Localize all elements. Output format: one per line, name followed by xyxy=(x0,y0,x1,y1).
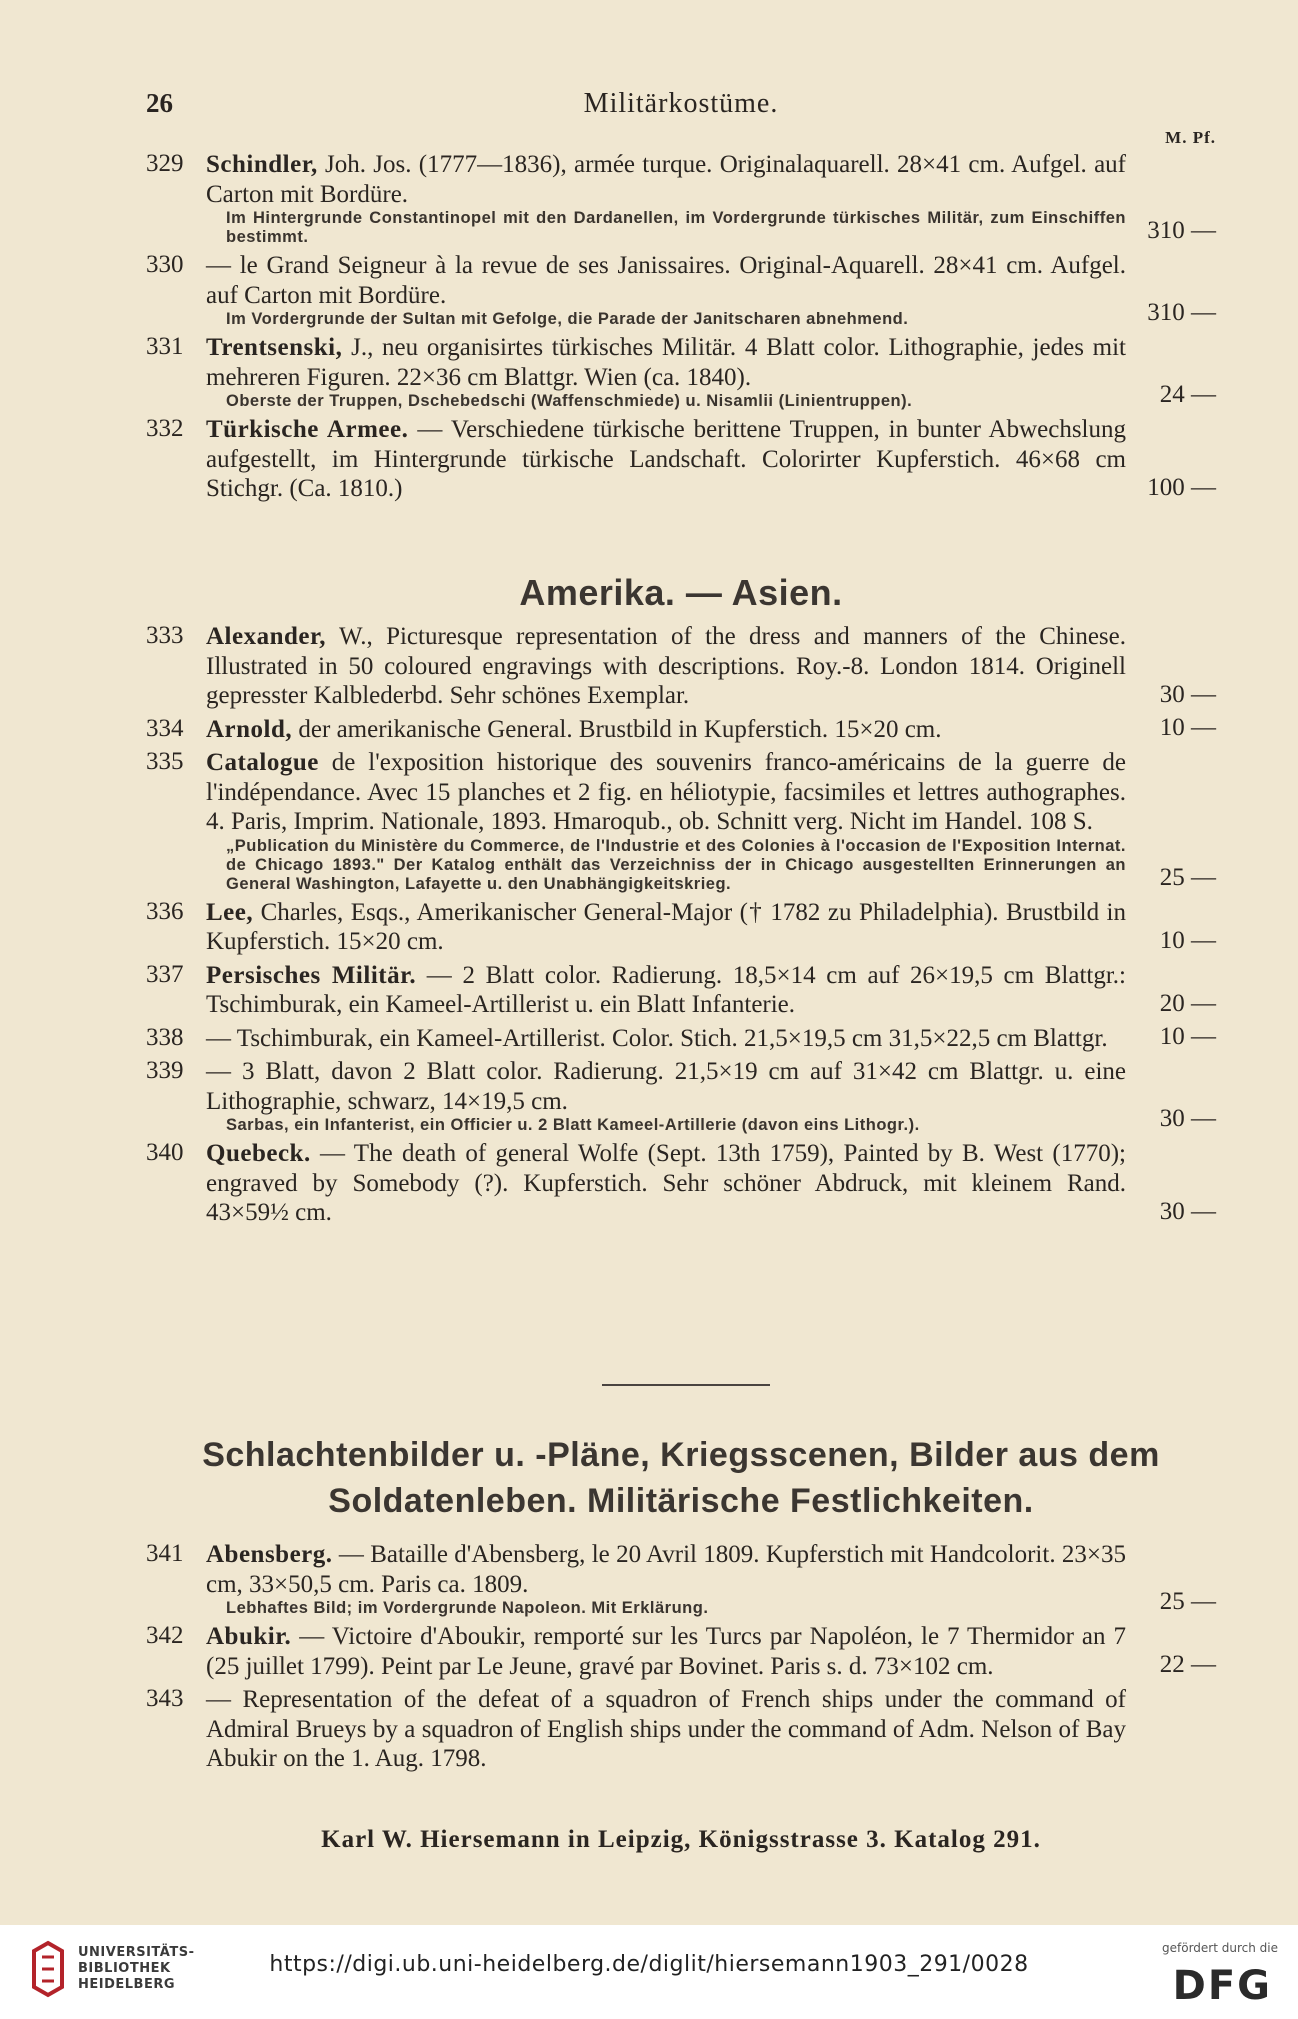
catalog-entry xyxy=(146,333,1216,411)
entry-text: W., Picturesque representation of the dress and manners of the Chinese. Illustrated in 50 coloured engravings with descriptions. Roy.-8. London 1814. Originell gepresster Kalblederbd. Sehr schönes Exemplar. xyxy=(206,623,1126,709)
entry-body xyxy=(206,150,1126,247)
entry-number: 330 xyxy=(146,251,184,278)
entry-text: der amerikanische General. Brustbild in Kupferstich. 15×20 cm. xyxy=(292,715,942,743)
catalog-entry xyxy=(146,415,1216,504)
running-title: Militärkostüme. xyxy=(583,88,779,119)
entry-name: Catalogue xyxy=(206,749,319,776)
entry-number: 335 xyxy=(146,748,184,775)
catalog-entry xyxy=(146,1139,1216,1228)
catalog-entry xyxy=(146,961,1216,1020)
entry-body xyxy=(206,1024,1126,1054)
section-amerika-entries xyxy=(146,622,1216,1232)
entry-price: 20 — xyxy=(1159,989,1216,1017)
entry-number: 333 xyxy=(146,622,184,649)
entry-note: Oberste der Truppen, Dschebedschi (Waffenschmiede) u. Nisamlii (Linientruppen). xyxy=(226,392,913,410)
entry-text: Joh. Jos. (1777—1836), armée turque. Originalaquarell. 28×41 cm. Aufgel. auf Carton mit Bordüre. xyxy=(206,151,1126,208)
library-name-line-3: HEIDELBERG xyxy=(78,1977,176,1992)
entry-price: 10 — xyxy=(1159,1023,1216,1050)
entry-number: 337 xyxy=(146,960,184,988)
catalog-entry xyxy=(146,1024,1216,1054)
viewer-bottom-bar xyxy=(0,1925,1298,2019)
entry-text: Charles, Esqs., Amerikanischer General-Major († 1782 zu Philadelphia). Brustbild in Kupferstich. 15×20 cm. xyxy=(206,898,1126,955)
entry-name: Schindler, xyxy=(206,151,318,178)
entry-price: 100 — xyxy=(1147,473,1216,501)
library-name-line-2: BIBLIOTHEK xyxy=(78,1961,171,1976)
section-heading-schlachtenbilder xyxy=(146,1432,1216,1524)
entry-price: 22 — xyxy=(1159,1651,1216,1678)
section-militaer-entries xyxy=(146,150,1216,508)
entry-price: 310 — xyxy=(1147,299,1216,326)
entry-price: 24 — xyxy=(1159,381,1216,408)
entry-name: Arnold, xyxy=(206,715,293,743)
entry-body xyxy=(206,1685,1126,1774)
catalog-entry xyxy=(146,1540,1216,1618)
catalog-entry xyxy=(146,1685,1216,1774)
entry-body xyxy=(206,898,1126,957)
entry-body xyxy=(206,961,1126,1020)
entry-text: — The death of general Wolfe (Sept. 13th 1759), Painted by B. West (1770); engraved by Somebody (?). Kupferstich. Sehr schöner Abdruck, mit kleinem Rand. 43×59½ cm. xyxy=(206,1140,1126,1226)
library-name-line-1: UNIVERSITÄTS- xyxy=(78,1945,195,1960)
entry-name: Abensberg. xyxy=(206,1541,333,1568)
entry-number: 341 xyxy=(146,1540,184,1567)
entry-body xyxy=(206,1622,1126,1681)
entry-price: 30 — xyxy=(1159,680,1216,708)
currency-label: M. Pf. xyxy=(1165,128,1216,147)
entry-price: 310 — xyxy=(1147,217,1216,244)
entry-number: 339 xyxy=(146,1057,184,1084)
entry-body xyxy=(206,415,1126,504)
entry-body xyxy=(206,1540,1126,1618)
entry-note: Sarbas, ein Infanterist, ein Officier u. 2 Blatt Kameel-Artillerie (davon eins Lithogr.). xyxy=(226,1116,920,1134)
section-schlachten-entries xyxy=(146,1540,1216,1778)
catalog-entry xyxy=(146,251,1216,329)
page-number: 26 xyxy=(146,88,173,118)
publisher-footer: Karl W. Hiersemann in Leipzig, Königsstrasse 3. Katalog 291. xyxy=(321,1826,1041,1853)
entry-number: 343 xyxy=(146,1685,184,1712)
entry-note: Lebhaftes Bild; im Vordergrunde Napoleon. Mit Erklärung. xyxy=(226,1599,709,1617)
catalog-entry xyxy=(146,898,1216,957)
entry-name: Türkische Armee. xyxy=(206,416,409,443)
entry-body xyxy=(206,1057,1126,1135)
entry-price: 30 — xyxy=(1159,1197,1216,1225)
entry-number: 329 xyxy=(146,150,184,177)
entry-number: 332 xyxy=(146,415,184,442)
entry-body xyxy=(206,251,1126,329)
entry-price: 10 — xyxy=(1159,926,1216,954)
entry-text: — 2 Blatt color. Radierung. 18,5×14 cm auf 26×19,5 cm Blattgr.: Tschimburak, ein Kameel-Artillerist u. ein Blatt Infanterie. xyxy=(206,961,1126,1018)
entry-price: 30 — xyxy=(1159,1105,1216,1132)
catalog-entry xyxy=(146,622,1216,711)
entry-name: Abukir. xyxy=(206,1623,292,1650)
entry-number: 342 xyxy=(146,1622,184,1649)
page-header xyxy=(146,88,1216,128)
entry-text: — le Grand Seigneur à la revue de ses Janissaires. Original-Aquarell. 28×41 cm. Aufgel. auf Carton mit Bordüre. xyxy=(206,252,1126,309)
entry-price: 25 — xyxy=(1159,863,1216,891)
entry-number: 340 xyxy=(146,1139,184,1166)
entry-text: — Representation of the defeat of a squadron of French ships under the command of Admiral Brueys by a squadron of English ships under the command of Adm. Nelson of Bay Abukir on the 1. Aug. 1798. xyxy=(206,1686,1126,1772)
entry-text: — Verschiedene türkische berittene Truppen, in bunter Abwechslung aufgestellt, im Hintergrunde türkische Landschaft. Colorirter Kupferstich. 46×68 cm Stichgr. (Ca. 1810.) xyxy=(206,416,1126,502)
entry-body xyxy=(206,715,1126,745)
entry-text: — Tschimburak, ein Kameel-Artillerist. Color. Stich. 21,5×19,5 cm 31,5×22,5 cm Blattgr. xyxy=(206,1024,1108,1052)
entry-text: — 3 Blatt, davon 2 Blatt color. Radierung. 21,5×19 cm auf 31×42 cm Blattgr. u. eine Lithographie, schwarz, 14×19,5 cm. xyxy=(206,1058,1126,1115)
entry-text: J., neu organisirtes türkisches Militär. 4 Blatt color. Lithographie, jedes mit mehreren Figuren. 22×36 cm Blattgr. Wien (ca. 1840). xyxy=(206,334,1126,391)
catalog-entry xyxy=(146,715,1216,745)
catalog-entry xyxy=(146,150,1216,247)
entry-body xyxy=(206,1139,1126,1228)
entry-note: Im Hintergrunde Constantinopel mit den Dardanellen, im Vordergrunde türkisches Militär, zum Einschiffen bestimmt. xyxy=(226,209,1126,246)
entry-text: — Bataille d'Abensberg, le 20 Avril 1809. Kupferstich mit Handcolorit. 23×35 cm, 33×50,5 cm. Paris ca. 1809. xyxy=(206,1541,1126,1598)
catalog-entry xyxy=(146,1622,1216,1681)
entry-number: 338 xyxy=(146,1023,184,1051)
entry-number: 331 xyxy=(146,333,184,360)
entry-name: Trentsenski, xyxy=(206,334,343,361)
entry-note: „Publication du Ministère du Commerce, de l'Industrie et des Colonies à l'occasion de l'Exposition Internat. de Chicago 1893." Der Katalog enthält das Verzeichniss der in Chicago ausgestellten Erinnerungen an General Washington, Lafayette u. den Unabhängigkeitskrieg. xyxy=(226,836,1126,893)
entry-name: Quebeck. xyxy=(206,1140,311,1167)
section-heading-amerika-asien: Amerika. — Asien. xyxy=(519,572,843,613)
entry-text: — Victoire d'Aboukir, remporté sur les Turcs par Napoléon, le 7 Thermidor an 7 (25 juillet 1799). Peint par Le Jeune, gravé par Bovinet. Paris s. d. 73×102 cm. xyxy=(206,1623,1126,1680)
funding-note: gefördert durch die xyxy=(1162,1941,1278,1955)
entry-note: Im Vordergrunde der Sultan mit Gefolge, die Parade der Janitscharen abnehmend. xyxy=(226,310,909,328)
entry-name: Lee, xyxy=(206,898,254,926)
section-divider xyxy=(602,1384,770,1386)
section-heading-line-2: Soldatenleben. Militärische Festlichkeiten. xyxy=(328,1482,1034,1520)
entry-number: 334 xyxy=(146,714,184,742)
entry-number: 336 xyxy=(146,897,184,925)
entry-price: 25 — xyxy=(1159,1588,1216,1615)
catalog-entry xyxy=(146,1057,1216,1135)
entry-name: Alexander, xyxy=(206,623,327,650)
entry-body xyxy=(206,333,1126,411)
entry-body xyxy=(206,622,1126,711)
catalog-entry xyxy=(146,748,1216,894)
entry-body xyxy=(206,748,1126,894)
entry-price: 10 — xyxy=(1159,714,1216,741)
dfg-logo: DFG xyxy=(1172,1963,1272,2009)
section-heading-line-1: Schlachtenbilder u. -Pläne, Kriegsscenen, Bilder aus dem xyxy=(202,1436,1160,1474)
permalink-url[interactable]: https://digi.ub.uni-heidelberg.de/diglit/hiersemann1903_291/0028 xyxy=(269,1952,1029,1977)
entry-text: de l'exposition historique des souvenirs franco-américains de la guerre de l'indépendance. Avec 15 planches et 2 fig. en héliotypie, facsimiles et lettres authographes. 4. Paris, Imprim. Nationale, 1893. Hmaroqub., ob. Schnitt verg. Nicht im Handel. 108 S. xyxy=(206,749,1126,835)
entry-name: Persisches Militär. xyxy=(206,961,417,989)
